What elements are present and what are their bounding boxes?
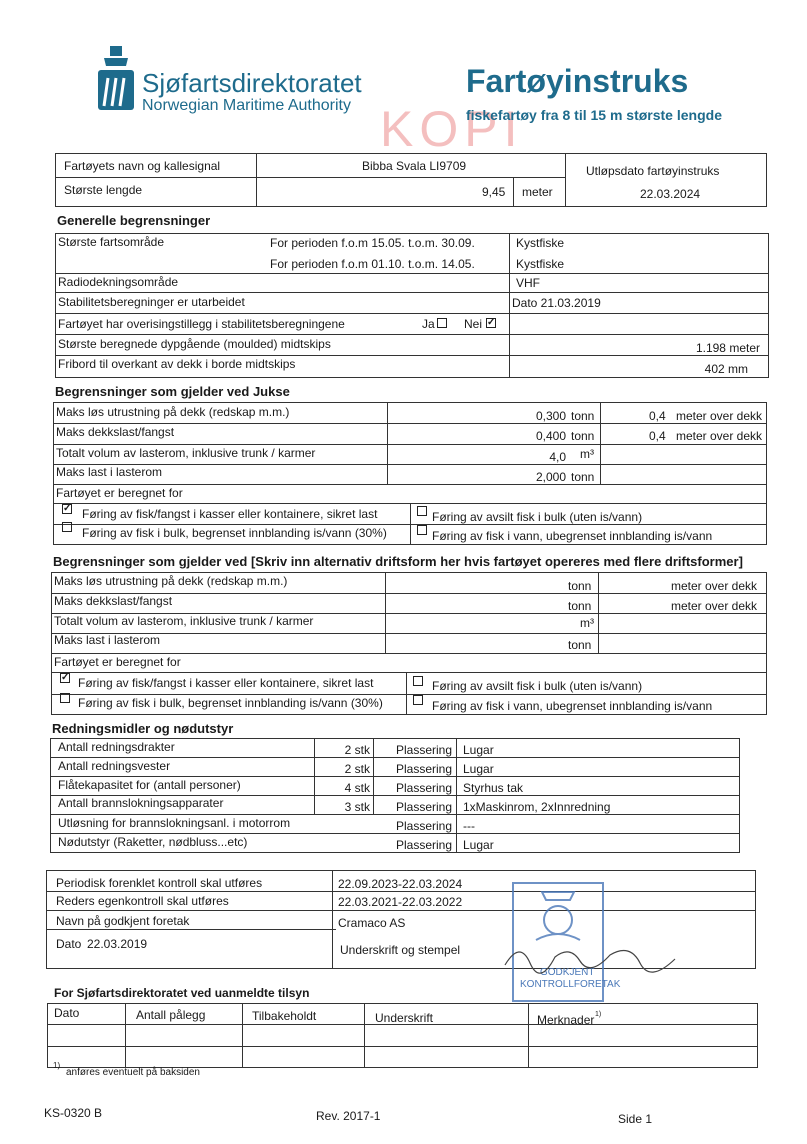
alt-heading: Begrensninger som gjelder ved [Skriv inn alternativ driftsform her hvis fartøyet opereres med flere driftsformer] [53, 554, 743, 569]
juks-row-label: Totalt volum av lasterom, inklusive trunk / karmer [56, 446, 316, 460]
rescue-row-placement-label: Plassering [396, 743, 453, 757]
juks-row-extra-value: 0,4 [649, 409, 666, 423]
juks-row-label: Maks løs utrustning på dekk (redskap m.m.) [56, 405, 290, 419]
column-header-dato: Dato [54, 1006, 80, 1020]
rescue-row-count: 3 stk [344, 800, 370, 814]
crown-shield-icon [96, 44, 136, 114]
page-subtitle: fiskefartøy fra 8 til 15 m største lengde [466, 107, 722, 123]
alt-row-label: Maks løs utrustning på dekk (redskap m.m.) [54, 574, 288, 588]
signature-label: Underskrift og stempel [340, 943, 461, 957]
rescue-row-label: Antall redningsdrakter [58, 740, 175, 754]
freeboard-label: Fribord til overkant av dekk i borde midtskips [58, 357, 296, 371]
juks-row-extra-unit: meter over dekk [676, 429, 763, 443]
column-header-tilbakeholdt: Tilbakeholdt [252, 1009, 317, 1023]
column-header-antall-palegg: Antall pålegg [136, 1008, 206, 1022]
rescue-row-place: --- [463, 819, 475, 833]
alt-opt4-label: Føring av fisk i vann, ubegrenset innblanding is/vann [432, 699, 713, 713]
footnote-marker: 1) [53, 1061, 61, 1070]
alt-row-label: Maks dekkslast/fangst [54, 594, 173, 608]
org-name-no: Sjøfartsdirektoratet [142, 68, 362, 98]
expiry-label: Utløpsdato fartøyinstruks [586, 164, 720, 178]
rescue-row-label: Antall brannslokningsapparater [58, 796, 224, 810]
rescue-row-placement-label: Plassering [396, 800, 453, 814]
form-code: KS-0320 B [44, 1106, 103, 1120]
rescue-row-count: 2 stk [344, 762, 370, 776]
rescue-row-placement-label: Plassering [396, 838, 453, 852]
juks-intended-label: Fartøyet er beregnet for [56, 486, 183, 500]
juks-row-unit: tonn [571, 429, 595, 443]
column-header-underskrift: Underskrift [375, 1011, 434, 1025]
alt-opt3-label: Føring av fisk i bulk, begrenset innblanding is/vann (30%) [78, 696, 383, 710]
merknader-sup: 1) [595, 1011, 602, 1018]
revision: Rev. 2017-1 [316, 1109, 381, 1123]
kopi-stamp: KOPI [380, 101, 524, 157]
rescue-row-placement-label: Plassering [396, 762, 453, 776]
icing-ja-label: Ja [422, 317, 435, 331]
page-title: Fartøyinstruks [466, 63, 689, 99]
juks-row-unit: tonn [571, 409, 595, 423]
radio-label: Radiodekningsområde [58, 275, 179, 289]
juks-row-extra-unit: meter over dekk [676, 409, 763, 423]
juks-row-value: 0,300 [535, 409, 566, 423]
vessel-name-label: Fartøyets navn og kallesignal [64, 159, 221, 173]
juks-opt1-label: Føring av fisk/fangst i kasser eller kontainere, sikret last [82, 507, 378, 521]
juks-opt4-checkbox[interactable] [417, 525, 427, 535]
periodic-label: Periodisk forenklet kontroll skal utføres [56, 876, 263, 890]
juks-row-unit: tonn [571, 470, 595, 484]
area-label: Største fartsområde [58, 235, 165, 249]
rescue-row-placement-label: Plassering [396, 781, 453, 795]
stability-label: Stabilitetsberegninger er utarbeidet [58, 295, 245, 309]
rescue-row-place: Lugar [463, 838, 494, 852]
alt-intended-label: Fartøyet er beregnet for [54, 655, 181, 669]
rescue-row-place: Lugar [463, 743, 494, 757]
juks-opt2-checkbox[interactable] [417, 506, 427, 516]
rescue-row-label: Utløsning for brannslokningsanl. i motorrom [58, 816, 291, 830]
juks-opt4-label: Føring av fisk i vann, ubegrenset innblanding is/vann [432, 529, 713, 543]
length-label: Største lengde [64, 183, 143, 197]
alt-row-unit: tonn [568, 638, 592, 652]
icing-label: Fartøyet har overisingstillegg i stabilitetsberegningene [58, 317, 345, 331]
rescue-row-placement-label: Plassering [396, 819, 453, 833]
general-heading: Generelle begrensninger [57, 213, 211, 228]
alt-opt2-label: Føring av avsilt fisk i bulk (uten is/vann) [432, 679, 643, 693]
juks-opt1-checkbox[interactable]: ✓ [63, 503, 72, 514]
alt-opt4-checkbox[interactable] [413, 695, 423, 705]
rescue-row-place: Lugar [463, 762, 494, 776]
alt-row-unit: tonn [568, 599, 592, 613]
owner-control-value: 22.03.2021-22.03.2022 [338, 895, 463, 909]
company-value: Cramaco AS [338, 916, 406, 930]
logo [96, 44, 136, 114]
alt-opt1-label: Føring av fisk/fangst i kasser eller kontainere, sikret last [78, 676, 374, 690]
page-number: Side 1 [618, 1112, 653, 1126]
alt-row-label: Maks last i lasterom [54, 633, 161, 647]
rescue-row-place: 1xMaskinrom, 2xInnredning [463, 800, 611, 814]
juks-row-value: 4,0 [549, 450, 566, 464]
stability-value: Dato 21.03.2019 [512, 296, 601, 310]
depth-label: Største beregnede dypgående (moulded) midtskips [58, 337, 331, 351]
stamp-text-company: KONTROLLFORETAK [520, 979, 621, 990]
juks-row-value: 2,000 [535, 470, 566, 484]
vessel-name-value: Bibba Svala LI9709 [362, 159, 467, 173]
length-unit: meter [522, 185, 553, 199]
owner-control-label: Reders egenkontroll skal utføres [56, 894, 229, 908]
icing-nei-label: Nei [464, 317, 483, 331]
alt-row-unit: m³ [580, 616, 594, 630]
alt-row-label: Totalt volum av lasterom, inklusive trunk / karmer [54, 614, 314, 628]
org-name-en: Norwegian Maritime Authority [142, 97, 351, 114]
rescue-row-label: Nødutstyr (Raketter, nødbluss...etc) [58, 835, 248, 849]
icing-nei-checkbox[interactable]: ✓ [487, 317, 496, 328]
radio-value: VHF [516, 276, 540, 290]
juks-opt3-checkbox[interactable] [62, 522, 72, 532]
depth-value: 1.198 meter [695, 341, 760, 355]
alt-opt2-checkbox[interactable] [413, 676, 423, 686]
company-label: Navn på godkjent foretak [56, 914, 190, 928]
column-header-merknader: Merknader [537, 1013, 595, 1027]
juks-opt3-label: Føring av fisk i bulk, begrenset innblanding is/vann (30%) [82, 526, 387, 540]
juks-row-extra-value: 0,4 [649, 429, 666, 443]
signature-scribble [500, 935, 680, 975]
alt-row-extra-unit: meter over dekk [671, 579, 758, 593]
juks-row-value: 0,400 [535, 429, 566, 443]
rescue-row-count: 4 stk [344, 781, 370, 795]
rescue-row-label: Flåtekapasitet for (antall personer) [58, 778, 241, 792]
alt-row-extra-unit: meter over dekk [671, 599, 758, 613]
icing-ja-checkbox[interactable] [437, 318, 447, 328]
period2-value: Kystfiske [516, 257, 565, 271]
juks-opt2-label: Føring av avsilt fisk i bulk (uten is/vann) [432, 510, 643, 524]
freeboard-value: 402 mm [704, 362, 748, 376]
control-date-label: Dato [56, 937, 82, 951]
stamp-text-approved: GODKJENT [540, 967, 595, 978]
rescue-row-place: Styrhus tak [463, 781, 524, 795]
control-date-value: 22.03.2019 [87, 937, 148, 951]
alt-opt3-checkbox[interactable] [60, 693, 70, 703]
alt-opt1-checkbox[interactable]: ✓ [61, 672, 70, 683]
rescue-row-count: 2 stk [344, 743, 370, 757]
juks-row-label: Maks last i lasterom [56, 465, 163, 479]
periodic-value: 22.09.2023-22.03.2024 [338, 877, 463, 891]
rescue-heading: Redningsmidler og nødutstyr [52, 721, 234, 736]
juks-row-label: Maks dekkslast/fangst [56, 425, 175, 439]
alt-row-unit: tonn [568, 579, 592, 593]
period1-value: Kystfiske [516, 236, 565, 250]
expiry-value: 22.03.2024 [640, 187, 701, 201]
juks-row-unit: m³ [580, 447, 594, 461]
juks-heading: Begrensninger som gjelder ved Jukse [55, 384, 290, 399]
length-value: 9,45 [482, 185, 506, 199]
period2-label: For perioden f.o.m 01.10. t.o.m. 14.05. [270, 257, 475, 271]
footnote-text: anføres eventuelt på baksiden [66, 1067, 200, 1078]
period1-label: For perioden f.o.m 15.05. t.o.m. 30.09. [270, 236, 475, 250]
rescue-row-label: Antall redningsvester [58, 759, 171, 773]
inspection-heading: For Sjøfartsdirektoratet ved uanmeldte tilsyn [54, 986, 310, 1000]
